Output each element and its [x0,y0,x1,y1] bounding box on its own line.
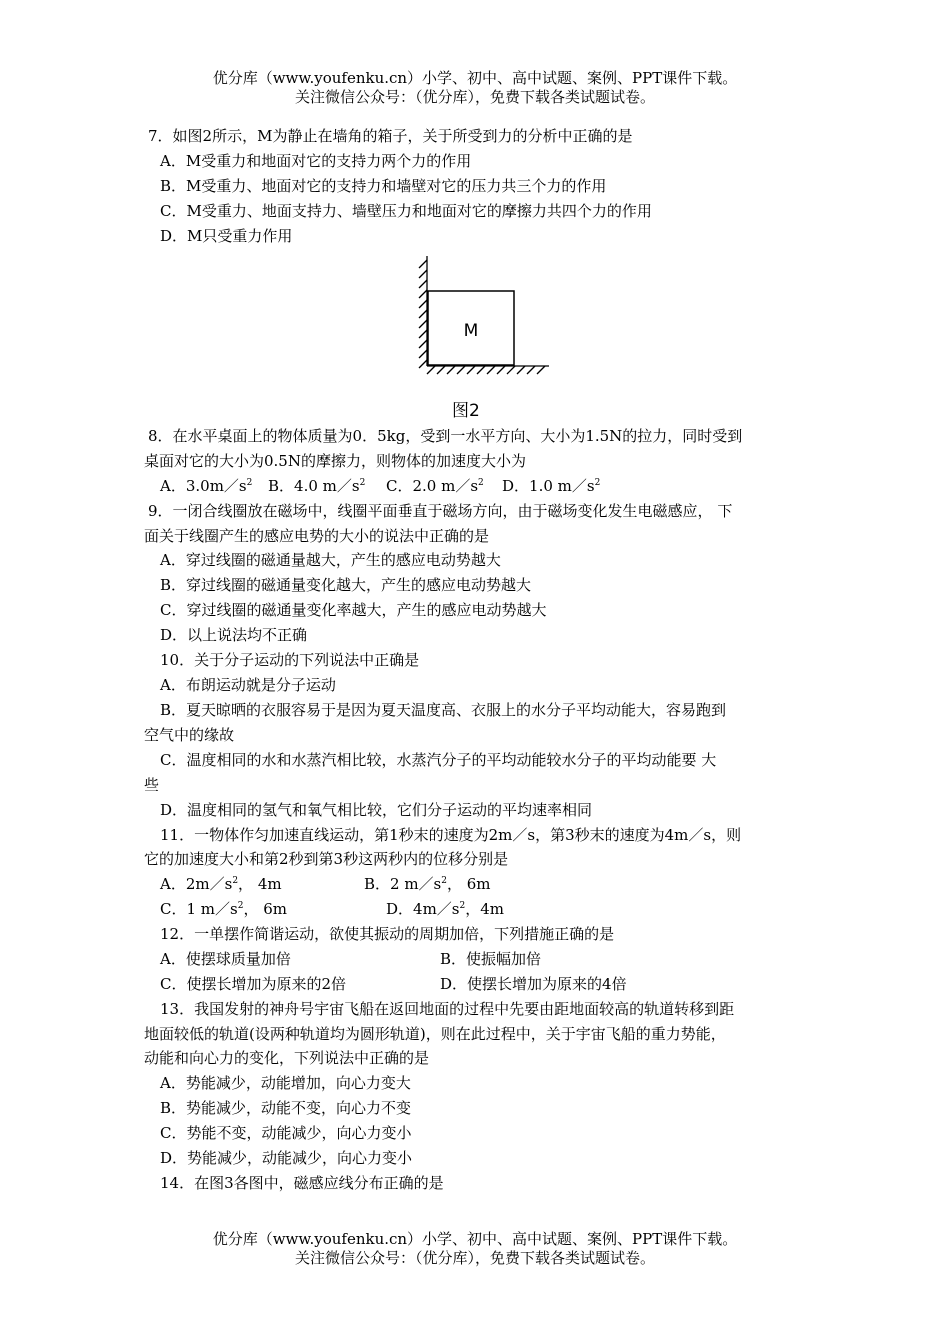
header-line-1: 优分库（www.youfenku.cn）小学、初中、高中试题、案例、PPT课件下载。 [212,69,738,87]
q11-option-c: C．1 $m/s^2$， 6m [160,900,287,918]
q13-stem-line-2: 地面较低的轨道(设两种轨道均为圆形轨道)，则在此过程中，关于宇宙飞船的重力势能， [144,1025,726,1043]
q14-stem: 14．在图3各图中，磁感应线分布正确的是 [160,1174,444,1192]
footer-line-1: 优分库（www.youfenku.cn）小学、初中、高中试题、案例、PPT课件下载。 [212,1230,738,1248]
q8-stem-line-2: 桌面对它的大小为0.5N的摩擦力，则物体的加速度大小为 [144,452,526,470]
q10-option-b-line-2: 空气中的缘故 [144,726,235,744]
q7-option-d: D．M只受重力作用 [160,227,293,245]
q9-option-d: D．以上说法均不正确 [160,626,308,644]
q12-option-d: D．使摆长增加为原来的4倍 [440,975,627,993]
q12-option-c: C．使摆长增加为原来的2倍 [160,975,347,993]
q7-stem: 7．如图2所示，M为静止在墙角的箱子，关于所受到力的分析中正确的是 [148,127,633,145]
q11-option-d: D．$4m/s^2$，4m [386,900,505,918]
q7-option-c: C．M受重力、地面支持力、墙壁压力和地面对它的摩擦力共四个力的作用 [160,202,652,220]
q7-option-b: B．M受重力、地面对它的支持力和墙壁对它的压力共三个力的作用 [160,177,607,195]
footer-line-2: 关注微信公众号：（优分库），免费下载各类试题试卷。 [294,1249,655,1267]
q10-option-b-line-1: B．夏天晾晒的衣服容易于是因为夏天温度高、衣服上的水分子平均动能大，容易跑到 [160,701,727,719]
q13-option-d: D．势能减少，动能减少，向心力变小 [160,1149,413,1167]
q7-option-a: A．M受重力和地面对它的支持力两个力的作用 [160,152,472,170]
q11-option-a: A．$2m/s^2$， 4m [160,875,282,893]
q10-option-a: A．布朗运动就是分子运动 [160,676,336,694]
q8-option-c: C．2.0 $m/s^2$ [386,477,484,495]
q12-stem: 12．一单摆作简谐运动，欲使其振动的周期加倍，下列措施正确的是 [160,925,615,943]
q10-option-c-line-1: C．温度相同的水和水蒸汽相比较，水蒸汽分子的平均动能较水分子的平均动能要 大 [160,751,717,769]
q12-option-a: A．使摆球质量加倍 [160,950,291,968]
header-line-2: 关注微信公众号：（优分库），免费下载各类试题试卷。 [294,88,655,106]
figure-2-box-in-corner [415,254,555,384]
q13-stem-line-1: 13．我国发射的神舟号宇宙飞船在返回地面的过程中先要由距地面较高的轨道转移到距 [160,1000,735,1018]
box-m-label: M [463,321,479,341]
q11-option-b: B．2 $m/s^2$， 6m [364,875,491,893]
q13-option-c: C．势能不变，动能减少，向心力变小 [160,1124,412,1142]
q11-stem-line-2: 它的加速度大小和第2秒到第3秒这两秒内的位移分别是 [144,850,509,868]
q9-option-b: B．穿过线圈的磁通量变化越大，产生的感应电动势越大 [160,576,532,594]
q13-option-b: B．势能减少，动能不变，向心力不变 [160,1099,412,1117]
q9-stem-line-2: 面关于线圈产生的感应电势的大小的说法中正确的是 [144,527,490,545]
q13-stem-line-3: 动能和向心力的变化，下列说法中正确的是 [144,1049,430,1067]
q10-option-c-line-2: 些 [144,776,160,794]
q9-option-a: A．穿过线圈的磁通量越大，产生的感应电动势越大 [160,551,501,569]
q8-option-d: D．1.0 $m/s^2$ [502,477,601,495]
figure-2-caption: 图2 [452,401,480,421]
q9-option-c: C．穿过线圈的磁通量变化率越大，产生的感应电动势越大 [160,601,547,619]
q8-option-a: A．$3.0m/s^2$ [160,477,253,495]
q11-stem-line-1: 11．一物体作匀加速直线运动，第1秒末的速度为2m／s，第3秒末的速度为4m／s，则 [160,826,742,844]
q10-option-d: D．温度相同的氢气和氧气相比较，它们分子运动的平均速率相同 [160,801,593,819]
q13-option-a: A．势能减少，动能增加，向心力变大 [160,1074,411,1092]
q8-option-b: B．4.0 $m/s^2$ [268,477,366,495]
q10-stem: 10．关于分子运动的下列说法中正确是 [160,651,420,669]
q12-option-b: B．使振幅加倍 [440,950,542,968]
q8-stem-line-1: 8．在水平桌面上的物体质量为0．5kg，受到一水平方向、大小为1.5N的拉力，同时受到 [148,427,743,445]
q9-stem-line-1: 9．一闭合线圈放在磁场中，线圈平面垂直于磁场方向，由于磁场变化发生电磁感应， 下 [148,502,733,520]
